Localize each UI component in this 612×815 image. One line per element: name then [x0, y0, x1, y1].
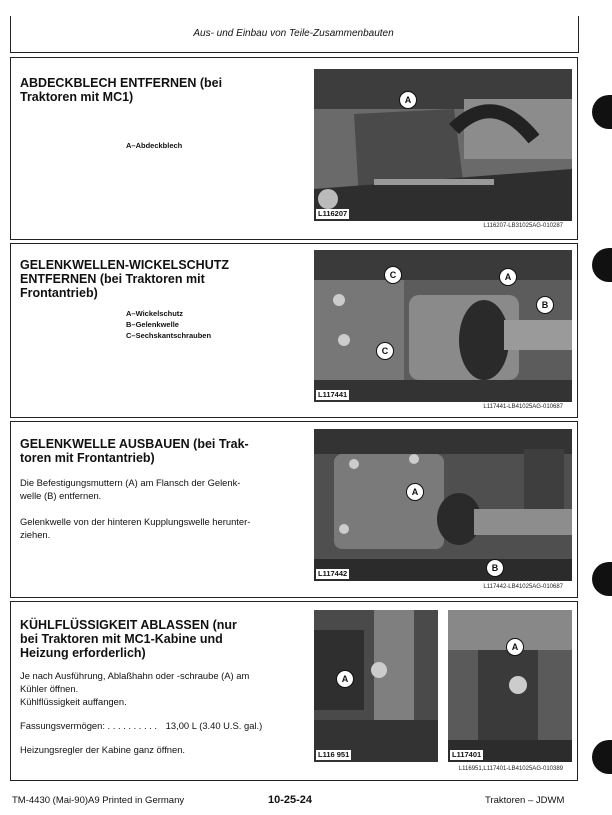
photo-drain-left — [314, 610, 438, 762]
photo-label-left: L116 951 — [318, 750, 350, 759]
footer-right: Traktoren – JDWM — [485, 795, 565, 806]
edge-tab-marker — [592, 248, 612, 282]
photo-label-right: L117401 — [452, 750, 482, 759]
photo-label: L117442 — [318, 569, 348, 578]
photo-shaft-guard — [314, 250, 572, 402]
instruction-text: Je nach Ausführung, Ablaßhahn oder -schraube (A) am Kühler öffnen. Kühlflüssigkeit auffangen. Fassungsvermögen: . . . . . . . . . . 13,00 L (3.40 U.S. gal.) Heizungsregler der Kabine ganz öffnen. — [20, 670, 263, 755]
callout-a-right: A — [506, 638, 524, 656]
section-title: GELENKWELLEN-WICKELSCHUTZ ENTFERNEN (bei Traktoren mit Frontantrieb) — [20, 258, 230, 300]
callout-a: A — [499, 268, 517, 286]
edge-tab-marker — [592, 740, 612, 774]
photo-ref: L116951,L117401-LB41025AG-010389 — [458, 766, 563, 772]
page-number: 10-25-24 — [268, 794, 313, 806]
callout-a: A — [406, 483, 424, 501]
section-title: ABDECKBLECH ENTFERNEN (bei Traktoren mit MC1) — [20, 76, 223, 104]
section-title: GELENKWELLE AUSBAUEN (bei Trak- toren mit Frontantrieb) — [20, 437, 249, 465]
photo-label: L116207 — [318, 209, 348, 218]
callout-b: B — [536, 296, 554, 314]
photo-label: L117441 — [318, 390, 348, 399]
photo-ref: L116207-LB31025AG-010287 — [483, 223, 563, 229]
photo-cover-plate — [314, 69, 572, 221]
instruction-text: Die Befestigungsmuttern (A) am Flansch der Gelenk- welle (B) entfernen. Gelenkwelle von der hinteren Kupplungswelle herunter- ziehen. — [20, 477, 251, 540]
legend: A–Wickelschutz B–Gelenkwelle C–Sechskantschrauben — [126, 309, 212, 340]
photo-ref: L117441-LB41025AG-010687 — [483, 404, 563, 410]
callout-b: B — [486, 559, 504, 577]
page-header-title: Aus- und Einbau von Teile-Zusammenbauten — [193, 28, 394, 39]
photo-propshaft — [314, 429, 572, 581]
callout-a: A — [399, 91, 417, 109]
photo-ref: L117442-LB41025AG-010687 — [483, 584, 563, 590]
callout-c-top: C — [384, 266, 402, 284]
section-gelenkwelle-ausbauen — [10, 421, 578, 598]
capacity-label: Fassungsvermögen: . . . . . . . . . . — [20, 720, 158, 731]
callout-c-bottom: C — [376, 342, 394, 360]
legend: A–Abdeckblech — [126, 141, 183, 150]
callout-a-left: A — [336, 670, 354, 688]
section-abdeckblech — [10, 57, 578, 240]
photo-drain-right — [448, 610, 572, 762]
section-title: KÜHLFLÜSSIGKEIT ABLASSEN (nur bei Traktoren mit MC1-Kabine und Heizung erforderlich) — [20, 618, 237, 660]
edge-tab-marker — [592, 562, 612, 596]
edge-tab-marker — [592, 95, 612, 129]
section-kuehlfluessigkeit — [10, 601, 578, 781]
footer-left: TM-4430 (Mai-90)A9 Printed in Germany — [12, 795, 185, 806]
capacity-row — [20, 719, 262, 732]
capacity-value: 13,00 L (3.40 U.S. gal.) — [165, 720, 263, 731]
section-wickelschutz — [10, 243, 578, 418]
